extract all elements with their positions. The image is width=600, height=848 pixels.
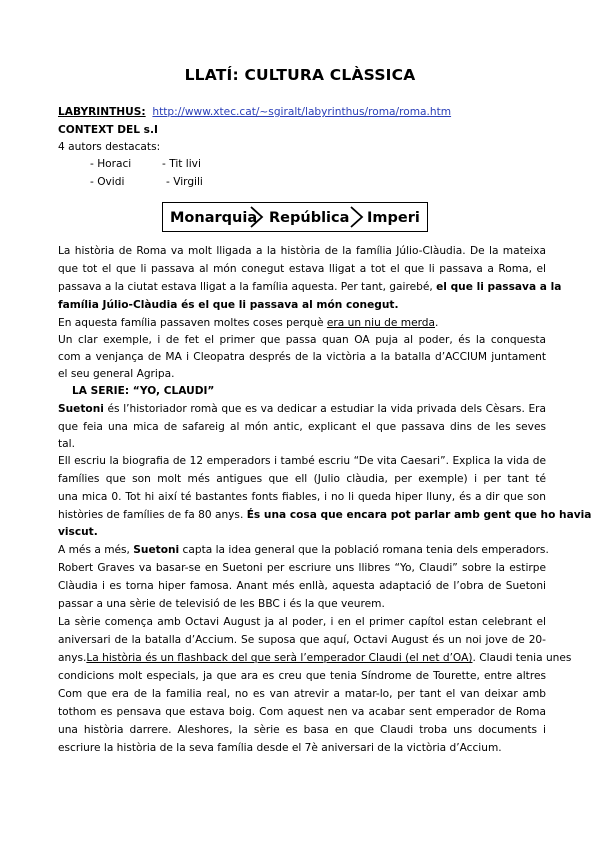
paragraph-line: aniversari de la batalla d’Accium. Se suposa que aquí, Octavi August és un noi jove de 20-: [58, 634, 546, 646]
paragraph-line: viscut.: [58, 526, 98, 538]
labyrinthus-label: LABYRINTHUS:: [58, 106, 146, 118]
paragraph-line: tothom es pensava que estava boig. Com aquest nen va acabar sent emperador de Roma: [58, 706, 546, 718]
paragraph-line: Ell escriu la biografia de 12 emperadors i també escriu “De vita Caesari”. Explica la vida de: [58, 455, 546, 467]
paragraph-line: Suetoni és l’historiador romà que es va dedicar a estudiar la vida privada dels Cèsars. Era: [58, 403, 546, 415]
paragraph-line: La sèrie comença amb Octavi August ja al poder, i en el primer capítol estan celebrant el: [58, 616, 546, 628]
page-title: LLATÍ: CULTURA CLÀSSICA: [184, 66, 416, 84]
paragraph-line: família Júlio-Clàudia és el que li passava al món conegut.: [58, 299, 399, 311]
labyrinthus-link[interactable]: http://www.xtec.cat/~sgiralt/labyrinthus/roma/roma.htm: [152, 106, 452, 118]
paragraph-line: que feia una mica de safareig al món antic, explicant el que passava dins de les seves: [58, 421, 546, 433]
author-virgili: - Virgili: [166, 176, 203, 188]
authors-intro: 4 autors destacats:: [58, 141, 161, 153]
era-monarquia: Monarquia: [170, 210, 258, 226]
paragraph-line: condicions molt especials, ja que ara es creu que tenia Síndrome de Tourette, entre altres: [58, 670, 546, 682]
era-imperi: Imperi: [367, 210, 420, 226]
paragraph-line: el seu general Agripa.: [58, 368, 175, 380]
chevron-right-icon: [249, 203, 265, 231]
paragraph-line: passava a la ciutat estava lligat a la família aquesta. Per tant, gairebé, el que li passava a la: [58, 281, 562, 293]
paragraph-line: Com que era de la familia real, no es van atrevir a matar-lo, per tant el van deixar amb: [58, 688, 546, 700]
paragraph-line: una història darrere. Aleshores, la sèrie es basa en que Claudi troba uns documents i: [58, 724, 546, 736]
author-tit-livi: - Tit livi: [162, 158, 201, 170]
paragraph-line: famílies que son molt més antigues que ell (Julio clàudia, per exemple) i per tant té: [58, 473, 546, 485]
author-horaci: - Horaci: [90, 158, 132, 170]
context-heading: CONTEXT DEL s.I: [58, 124, 158, 136]
paragraph-line: com a venjança de MA i Cleopatra després de la victòria a la batalla d’ACCIUM juntament: [58, 351, 546, 363]
paragraph-line: tal.: [58, 438, 75, 450]
political-eras-box: [162, 202, 428, 232]
paragraph-line: anys.La història és un flashback del que serà l’emperador Claudi (el net d’OA). Claudi tenia unes: [58, 652, 572, 664]
paragraph-line: històries de famílies de fa 80 anys. És una cosa que encara pot parlar amb gent que ho havia: [58, 509, 592, 521]
paragraph-line: que tot el que li passava al món conegut estava lligat a tot el que li passava a Roma, el: [58, 263, 546, 275]
paragraph-line: passar a una sèrie de televisió de les BBC i és la que veurem.: [58, 598, 385, 610]
chevron-right-icon: [349, 203, 365, 231]
paragraph-line: En aquesta família passaven moltes coses perquè era un niu de merda.: [58, 317, 439, 329]
paragraph-line: La història de Roma va molt lligada a la història de la família Júlio-Clàudia. De la mateixa: [58, 245, 546, 257]
paragraph-line: Robert Graves va basar-se en Suetoni per escriure uns llibres “Yo, Claudi” sobre la estirpe: [58, 562, 546, 574]
labyrinthus-line: [58, 106, 451, 119]
serie-heading: LA SERIE: “YO, CLAUDI”: [72, 385, 215, 397]
paragraph-line: escriure la història de la seva família desde el 7è aniversari de la victòria d’Accium.: [58, 742, 502, 754]
author-ovidi: - Ovidi: [90, 176, 125, 188]
paragraph-line: Un clar exemple, i de fet el primer que passa quan OA puja al poder, és la conquesta: [58, 334, 546, 346]
era-republica: República: [269, 210, 350, 226]
paragraph-line: A més a més, Suetoni capta la idea general que la població romana tenia dels emperadors.: [58, 544, 549, 556]
paragraph-line: Clàudia i es torna hiper famosa. Anant més enllà, aquesta adaptació de l’obra de Suetoni: [58, 580, 546, 592]
paragraph-line: una mica 0. Tot hi així té bastantes fonts fiables, i no li queda hiper lluny, és a dir que son: [58, 491, 546, 503]
